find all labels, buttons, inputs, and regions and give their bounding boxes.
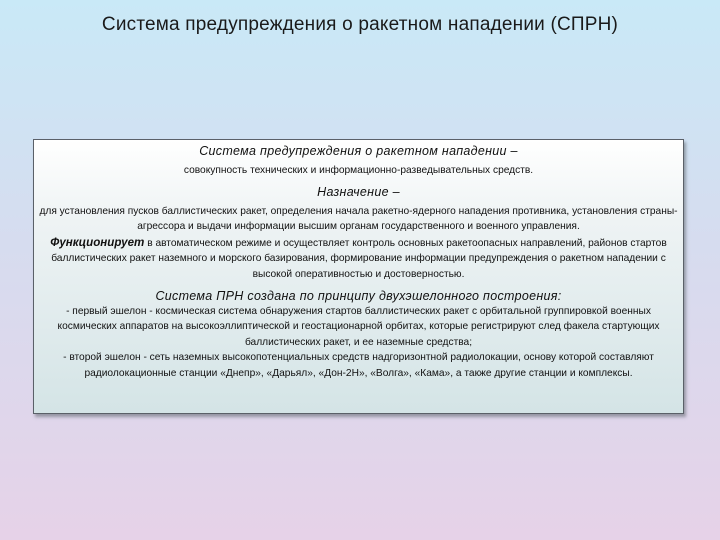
echelon-item-2: - второй эшелон - сеть наземных высокопотенциальных средств надгоризонтной радиолокации, основу которой составляют радиолокационные станции «Днепр», «Дарьял», «Дон-2Н», «Волга», «Кама», а также другие станции и комплексы. — [63, 352, 654, 379]
content-box — [33, 139, 684, 414]
purpose-heading: Назначение – — [317, 184, 400, 199]
functions-paragraph — [38, 235, 679, 283]
echelon-item-1: - первый эшелон - космическая система обнаружения стартов баллистических ракет с орбитальной группировкой военных космических аппаратов на высокоэллиптической и геостационарной орбитах, которые регистрируют след факела стартующих баллистических ракет, и ее наземные средства; — [57, 305, 660, 348]
definition-text: совокупность технических и информационно-разведывательных средств. — [183, 165, 534, 176]
functions-lead: Функционирует — [50, 235, 145, 249]
purpose-text: для установления пусков баллистических ракет, определения начала ракетно-ядерного нападения противника, установления страны-агрессора и выдачи информации высшим органам государственного и военного управления. — [39, 205, 678, 233]
slide-title: Система предупреждения о ракетном нападении (СПРН) — [101, 14, 619, 35]
echelon-list — [38, 304, 679, 382]
functions-text: в автоматическом режиме и осуществляет контроль основных ракетоопасных направлений, районов стартов баллистических ракет наземного и морского базирования, формирование информации предупреждения о ракетном нападении с высокой оперативностью и достоверностью. — [51, 237, 667, 280]
principle-heading: Система ПРН создана по принципу двухэшелонного построения: — [155, 288, 562, 303]
definition-heading: Система предупреждения о ракетном нападении – — [199, 144, 518, 158]
